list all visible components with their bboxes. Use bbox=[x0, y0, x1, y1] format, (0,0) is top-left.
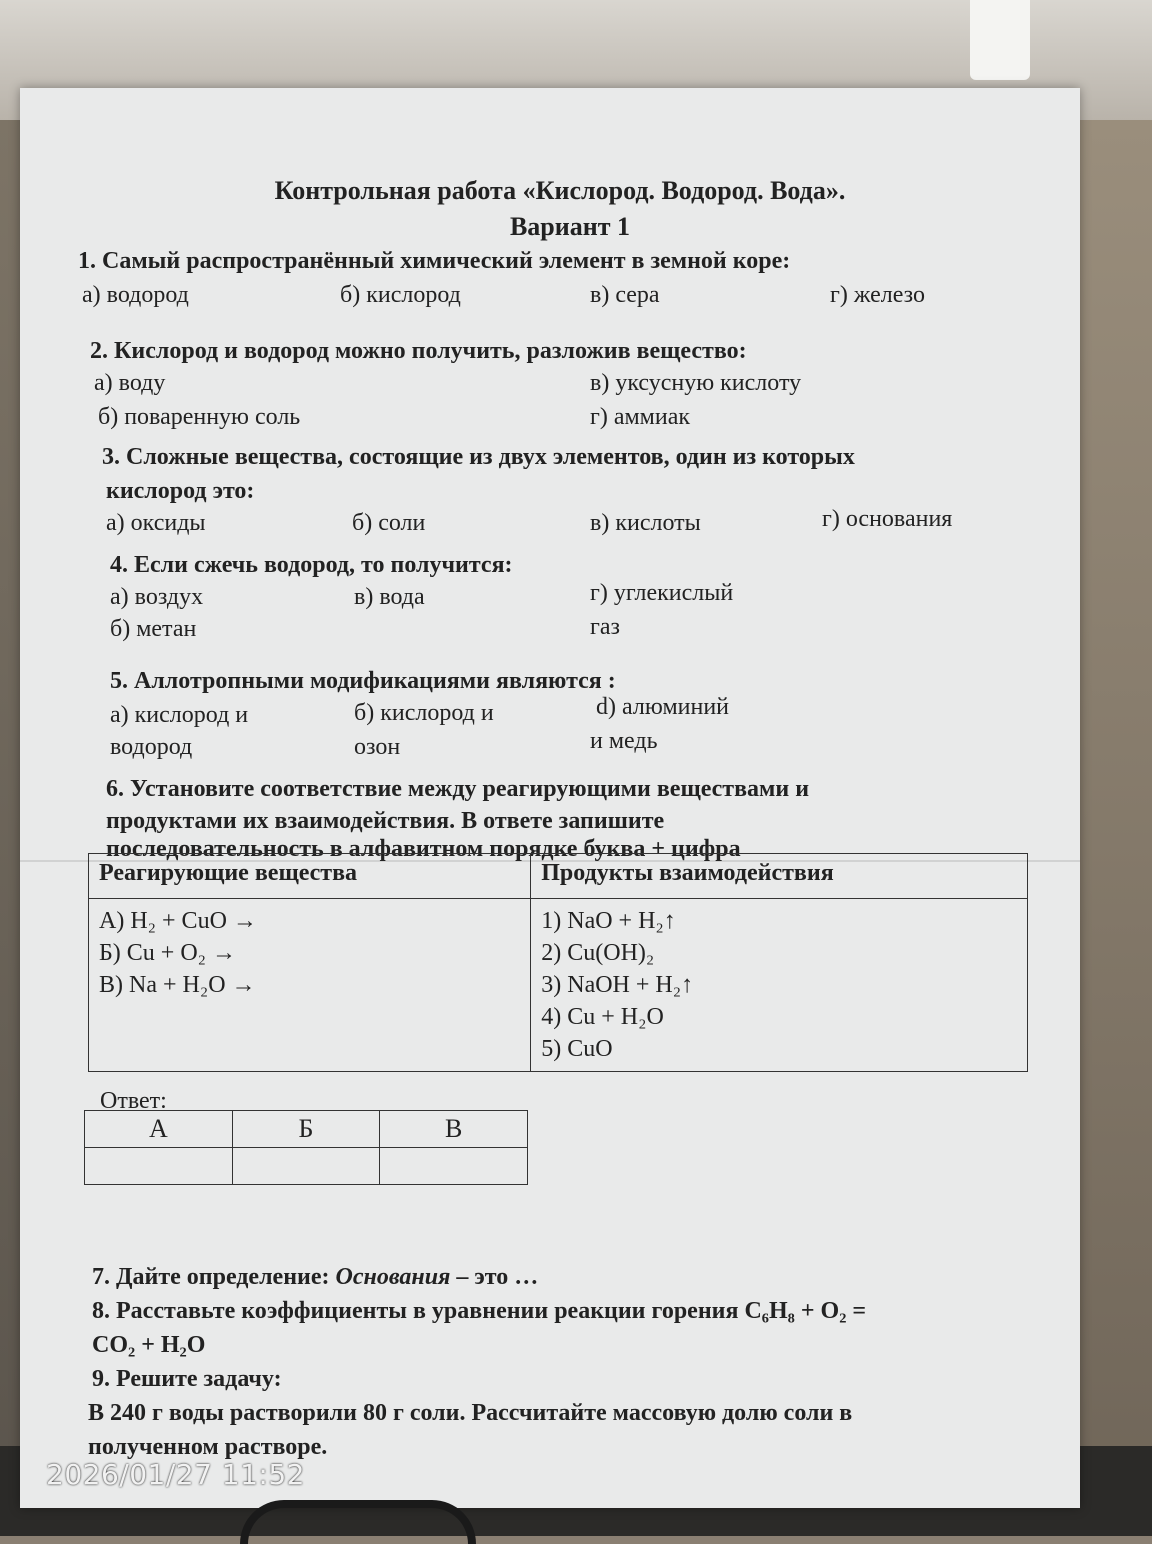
answer-col-a: А bbox=[85, 1111, 233, 1148]
answer-table bbox=[84, 1110, 528, 1185]
q5-option-d-cont: и медь bbox=[590, 728, 658, 754]
question-3-line2: кислород это: bbox=[106, 478, 255, 504]
reactant-b: Б) Cu + O₂ → bbox=[99, 940, 237, 966]
test-paper bbox=[20, 88, 1080, 1508]
q7-term: Основания bbox=[335, 1264, 451, 1290]
variant-label: Вариант 1 bbox=[509, 212, 631, 241]
q3-option-a: а) оксиды bbox=[106, 510, 206, 536]
match-table bbox=[88, 853, 1028, 1072]
reactant-a: А) H₂ + CuO → bbox=[99, 908, 257, 934]
q3-option-v: в) кислоты bbox=[590, 510, 701, 536]
question-4: 4. Если сжечь водород, то получится: bbox=[110, 552, 513, 578]
products-cell bbox=[531, 899, 1028, 1072]
q4-option-g-cont: газ bbox=[590, 614, 620, 640]
answer-cell-b[interactable] bbox=[232, 1148, 380, 1185]
ceiling-lamp bbox=[970, 0, 1030, 80]
q5-option-d: d) алюминий bbox=[596, 694, 730, 720]
q4-option-g: г) углекислый bbox=[590, 580, 734, 606]
q5-option-b-cont: озон bbox=[354, 734, 401, 760]
answer-label: Ответ: bbox=[100, 1088, 167, 1114]
q5-option-b: б) кислород и bbox=[354, 700, 494, 726]
match-header-products: Продукты взаимодействия bbox=[531, 854, 1028, 899]
q3-option-b: б) соли bbox=[352, 510, 426, 536]
question-8-line2: CO₂ + H₂O bbox=[92, 1332, 206, 1358]
q2-option-b: б) поваренную соль bbox=[98, 404, 301, 430]
q1-option-g: г) железо bbox=[830, 282, 926, 308]
q3-option-g: г) основания bbox=[822, 506, 953, 532]
question-9-line1: В 240 г воды растворили 80 г соли. Рассчитайте массовую долю соли в bbox=[88, 1400, 853, 1426]
question-9-title: 9. Решите задачу: bbox=[92, 1366, 282, 1392]
question-7 bbox=[92, 1264, 538, 1291]
q1-option-a: а) водород bbox=[82, 282, 189, 308]
question-8-line1: 8. Расставьте коэффициенты в уравнении реакции горения C₆H₈ + O₂ = bbox=[92, 1298, 867, 1324]
answer-cell-a[interactable] bbox=[85, 1148, 233, 1185]
answer-col-v: В bbox=[380, 1111, 528, 1148]
product-5: 5) CuO bbox=[541, 1036, 613, 1062]
q2-option-v: в) уксусную кислоту bbox=[590, 370, 802, 396]
question-6-line2: продуктами их взаимодействия. В ответе запишите bbox=[106, 808, 665, 834]
question-3-line1: 3. Сложные вещества, состоящие из двух элементов, один из которых bbox=[102, 444, 855, 470]
question-5: 5. Аллотропными модификациями являются : bbox=[110, 668, 616, 694]
question-6-line1: 6. Установите соответствие между реагирующими веществами и bbox=[106, 776, 810, 802]
q2-option-g: г) аммиак bbox=[590, 404, 691, 430]
question-1: 1. Самый распространённый химический элемент в земной коре: bbox=[78, 248, 791, 274]
answer-col-b: Б bbox=[232, 1111, 380, 1148]
q2-option-a: а) воду bbox=[94, 370, 166, 396]
answer-cell-v[interactable] bbox=[380, 1148, 528, 1185]
q4-option-a: а) воздух bbox=[110, 584, 204, 610]
product-3: 3) NaOH + H₂↑ bbox=[541, 972, 694, 998]
q4-option-b: б) метан bbox=[110, 616, 197, 642]
question-2: 2. Кислород и водород можно получить, разложив вещество: bbox=[90, 338, 747, 364]
q1-option-b: б) кислород bbox=[340, 282, 461, 308]
reactant-v: В) Na + H₂O → bbox=[99, 972, 256, 998]
product-2: 2) Cu(OH)₂ bbox=[541, 940, 655, 966]
q7-prefix: 7. Дайте определение: bbox=[92, 1264, 336, 1290]
match-header-reactants: Реагирующие вещества bbox=[89, 854, 531, 899]
page-title: Контрольная работа «Кислород. Водород. Вода». bbox=[274, 176, 846, 205]
question-9-line2: полученном растворе. bbox=[88, 1434, 328, 1460]
product-4: 4) Cu + H₂O bbox=[541, 1004, 664, 1030]
q1-option-v: в) сера bbox=[590, 282, 660, 308]
q4-option-v: в) вода bbox=[354, 584, 425, 610]
product-1: 1) NaO + H₂↑ bbox=[541, 908, 676, 934]
q5-option-a-cont: водород bbox=[110, 734, 193, 760]
photo-timestamp: 2026/01/27 11:52 bbox=[46, 1458, 305, 1491]
q5-option-a: а) кислород и bbox=[110, 702, 249, 728]
question-6-line3: последовательность в алфавитном порядке буква + цифра bbox=[106, 836, 741, 862]
reactants-cell bbox=[89, 899, 531, 1072]
wire-object bbox=[240, 1500, 476, 1544]
q7-suffix: – это … bbox=[450, 1264, 539, 1290]
